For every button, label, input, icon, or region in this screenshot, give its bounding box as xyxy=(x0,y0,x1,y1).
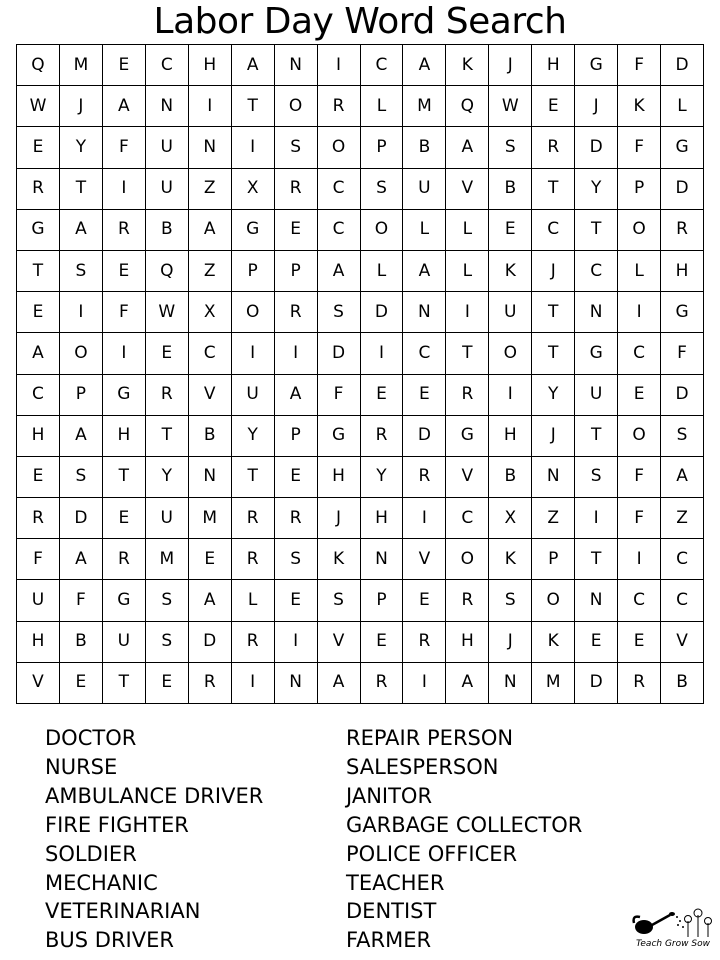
word-list-item: SALESPERSON xyxy=(346,754,499,779)
grid-cell: R xyxy=(232,622,275,663)
grid-cell: X xyxy=(189,292,232,333)
grid-cell: E xyxy=(618,622,661,663)
grid-cell: Z xyxy=(532,498,575,539)
grid-cell: U xyxy=(103,622,146,663)
grid-cell: V xyxy=(17,663,60,704)
grid-cell: N xyxy=(575,292,618,333)
grid-cell: W xyxy=(489,86,532,127)
grid-cell: G xyxy=(17,210,60,251)
grid-cell: L xyxy=(361,251,404,292)
word-list-item: FARMER xyxy=(346,928,432,953)
grid-cell: D xyxy=(575,663,618,704)
watering-can-flower-icon xyxy=(630,905,718,941)
grid-cell: P xyxy=(532,539,575,580)
grid-cell: K xyxy=(618,86,661,127)
grid-cell: E xyxy=(575,622,618,663)
grid-cell: D xyxy=(575,127,618,168)
grid-cell: D xyxy=(318,333,361,374)
grid-cell: F xyxy=(618,457,661,498)
grid-cell: P xyxy=(618,169,661,210)
grid-cell: Y xyxy=(232,416,275,457)
grid-cell: B xyxy=(489,169,532,210)
grid-cell: N xyxy=(403,292,446,333)
grid-cell: O xyxy=(318,127,361,168)
grid-cell: E xyxy=(403,375,446,416)
grid-cell: W xyxy=(146,292,189,333)
grid-cell: R xyxy=(103,539,146,580)
grid-cell: P xyxy=(361,127,404,168)
grid-cell: N xyxy=(489,663,532,704)
grid-cell: A xyxy=(403,251,446,292)
grid-cell: O xyxy=(275,86,318,127)
grid-cell: I xyxy=(189,86,232,127)
grid-cell: T xyxy=(103,663,146,704)
grid-cell: Y xyxy=(532,375,575,416)
grid-cell: S xyxy=(489,127,532,168)
grid-cell: I xyxy=(403,498,446,539)
grid-cell: C xyxy=(661,580,704,621)
grid-cell: O xyxy=(618,210,661,251)
grid-cell: V xyxy=(403,539,446,580)
grid-cell: C xyxy=(618,580,661,621)
grid-cell: R xyxy=(318,86,361,127)
grid-cell: N xyxy=(532,457,575,498)
word-search-grid xyxy=(16,44,704,704)
grid-cell: T xyxy=(17,251,60,292)
grid-cell: A xyxy=(103,86,146,127)
grid-cell: A xyxy=(403,45,446,86)
grid-cell: E xyxy=(17,127,60,168)
grid-cell: T xyxy=(575,539,618,580)
grid-cell: A xyxy=(60,539,103,580)
grid-cell: M xyxy=(189,498,232,539)
grid-cell: E xyxy=(146,663,189,704)
grid-cell: C xyxy=(618,333,661,374)
grid-cell: C xyxy=(532,210,575,251)
grid-cell: J xyxy=(532,251,575,292)
grid-cell: I xyxy=(275,622,318,663)
grid-cell: L xyxy=(446,210,489,251)
grid-cell: O xyxy=(532,580,575,621)
grid-cell: R xyxy=(275,169,318,210)
grid-cell: N xyxy=(575,580,618,621)
grid-cell: M xyxy=(532,663,575,704)
grid-cell: G xyxy=(446,416,489,457)
grid-cell: D xyxy=(661,169,704,210)
grid-cell: Z xyxy=(661,498,704,539)
grid-cell: A xyxy=(60,210,103,251)
grid-cell: I xyxy=(618,292,661,333)
grid-cell: I xyxy=(318,45,361,86)
teach-grow-sow-logo xyxy=(630,905,718,957)
grid-cell: S xyxy=(275,539,318,580)
grid-cell: C xyxy=(403,333,446,374)
grid-cell: P xyxy=(275,251,318,292)
grid-cell: T xyxy=(532,292,575,333)
grid-cell: J xyxy=(489,45,532,86)
grid-cell: J xyxy=(60,86,103,127)
grid-cell: T xyxy=(232,86,275,127)
grid-cell: Y xyxy=(146,457,189,498)
grid-cell: H xyxy=(103,416,146,457)
page-title: Labor Day Word Search xyxy=(153,1,567,42)
grid-cell: E xyxy=(532,86,575,127)
grid-cell: O xyxy=(361,210,404,251)
grid-cell: R xyxy=(232,498,275,539)
grid-cell: S xyxy=(275,127,318,168)
grid-cell: I xyxy=(403,663,446,704)
grid-cell: I xyxy=(103,333,146,374)
grid-cell: K xyxy=(318,539,361,580)
grid-cell: E xyxy=(403,580,446,621)
grid-cell: C xyxy=(318,169,361,210)
grid-cell: O xyxy=(446,539,489,580)
grid-cell: R xyxy=(189,663,232,704)
word-list-item: AMBULANCE DRIVER xyxy=(45,783,264,808)
grid-cell: L xyxy=(232,580,275,621)
grid-cell: A xyxy=(446,127,489,168)
grid-cell: U xyxy=(232,375,275,416)
grid-cell: Q xyxy=(17,45,60,86)
grid-cell: T xyxy=(103,457,146,498)
word-list-item: VETERINARIAN xyxy=(45,899,201,924)
grid-cell: E xyxy=(103,251,146,292)
grid-cell: I xyxy=(232,127,275,168)
grid-cell: A xyxy=(189,210,232,251)
grid-cell: E xyxy=(146,333,189,374)
grid-cell: M xyxy=(60,45,103,86)
grid-cell: D xyxy=(361,292,404,333)
grid-cell: A xyxy=(17,333,60,374)
grid-cell: H xyxy=(17,622,60,663)
grid-cell: I xyxy=(60,292,103,333)
grid-cell: I xyxy=(618,539,661,580)
grid-cell: T xyxy=(60,169,103,210)
grid-cell: S xyxy=(575,457,618,498)
grid-cell: N xyxy=(275,45,318,86)
grid-cell: V xyxy=(318,622,361,663)
word-list-item: DOCTOR xyxy=(45,726,137,750)
grid-cell: A xyxy=(661,457,704,498)
grid-cell: D xyxy=(403,416,446,457)
word-list-left xyxy=(45,724,335,955)
grid-cell: R xyxy=(403,457,446,498)
grid-cell: P xyxy=(361,580,404,621)
grid-cell: P xyxy=(60,375,103,416)
grid-cell: A xyxy=(232,45,275,86)
grid-cell: U xyxy=(403,169,446,210)
grid-cell: E xyxy=(275,580,318,621)
grid-cell: P xyxy=(275,416,318,457)
grid-cell: C xyxy=(361,45,404,86)
grid-cell: M xyxy=(146,539,189,580)
grid-cell: Y xyxy=(60,127,103,168)
grid-cell: R xyxy=(361,416,404,457)
grid-cell: S xyxy=(318,580,361,621)
grid-cell: G xyxy=(232,210,275,251)
grid-cell: U xyxy=(575,375,618,416)
grid-cell: A xyxy=(189,580,232,621)
word-list-item: DENTIST xyxy=(346,899,437,924)
word-list-item: NURSE xyxy=(45,754,118,779)
grid-cell: S xyxy=(60,251,103,292)
grid-cell: S xyxy=(146,580,189,621)
word-list-item: SOLDIER xyxy=(45,841,137,866)
grid-cell: V xyxy=(446,457,489,498)
grid-cell: T xyxy=(532,333,575,374)
grid-cell: I xyxy=(275,333,318,374)
word-list-item: BUS DRIVER xyxy=(45,928,174,953)
grid-cell: B xyxy=(489,457,532,498)
grid-cell: U xyxy=(146,127,189,168)
grid-cell: R xyxy=(403,622,446,663)
grid-cell: T xyxy=(575,416,618,457)
grid-cell: E xyxy=(275,210,318,251)
grid-cell: R xyxy=(232,539,275,580)
grid-cell: C xyxy=(446,498,489,539)
grid-cell: F xyxy=(618,45,661,86)
grid-cell: E xyxy=(60,663,103,704)
grid-cell: B xyxy=(60,622,103,663)
grid-cell: I xyxy=(232,333,275,374)
grid-cell: T xyxy=(232,457,275,498)
grid-cell: O xyxy=(232,292,275,333)
grid-cell: Y xyxy=(361,457,404,498)
grid-cell: D xyxy=(661,45,704,86)
grid-cell: L xyxy=(403,210,446,251)
grid-cell: Z xyxy=(189,251,232,292)
word-list-item: POLICE OFFICER xyxy=(346,841,518,866)
grid-cell: B xyxy=(189,416,232,457)
grid-cell: F xyxy=(618,127,661,168)
grid-cell: R xyxy=(618,663,661,704)
grid-cell: K xyxy=(446,45,489,86)
grid-cell: S xyxy=(318,292,361,333)
grid-cell: N xyxy=(361,539,404,580)
grid-cell: K xyxy=(489,251,532,292)
grid-cell: E xyxy=(189,539,232,580)
grid-cell: A xyxy=(60,416,103,457)
grid-cell: R xyxy=(661,210,704,251)
grid-cell: G xyxy=(661,292,704,333)
grid-cell: U xyxy=(146,498,189,539)
grid-cell: E xyxy=(275,457,318,498)
grid-cell: G xyxy=(318,416,361,457)
word-list-item: GARBAGE COLLECTOR xyxy=(346,812,583,837)
grid-cell: F xyxy=(103,127,146,168)
grid-cell: A xyxy=(275,375,318,416)
grid-cell: X xyxy=(232,169,275,210)
grid-cell: E xyxy=(17,457,60,498)
word-list-item: REPAIR PERSON xyxy=(346,726,514,750)
grid-cell: R xyxy=(17,498,60,539)
grid-cell: L xyxy=(618,251,661,292)
grid-cell: D xyxy=(60,498,103,539)
grid-cell: H xyxy=(446,622,489,663)
grid-cell: I xyxy=(103,169,146,210)
grid-cell: T xyxy=(146,416,189,457)
word-list-item: JANITOR xyxy=(346,783,433,808)
grid-cell: H xyxy=(318,457,361,498)
grid-cell: B xyxy=(403,127,446,168)
grid-cell: R xyxy=(275,292,318,333)
grid-cell: J xyxy=(575,86,618,127)
grid-cell: N xyxy=(275,663,318,704)
grid-cell: A xyxy=(446,663,489,704)
grid-cell: E xyxy=(17,292,60,333)
grid-cell: K xyxy=(489,539,532,580)
grid-cell: H xyxy=(17,416,60,457)
grid-cell: F xyxy=(618,498,661,539)
grid-cell: I xyxy=(232,663,275,704)
grid-cell: O xyxy=(60,333,103,374)
word-list-item: TEACHER xyxy=(346,870,445,895)
grid-cell: F xyxy=(60,580,103,621)
grid-cell: J xyxy=(318,498,361,539)
grid-cell: H xyxy=(532,45,575,86)
grid-cell: J xyxy=(489,622,532,663)
grid-cell: H xyxy=(489,416,532,457)
grid-cell: R xyxy=(146,375,189,416)
grid-cell: R xyxy=(361,663,404,704)
grid-cell: R xyxy=(446,580,489,621)
grid-cell: E xyxy=(361,622,404,663)
grid-cell: F xyxy=(17,539,60,580)
grid-cell: Q xyxy=(446,86,489,127)
word-list-item: MECHANIC xyxy=(45,870,158,895)
grid-cell: V xyxy=(189,375,232,416)
grid-cell: B xyxy=(661,663,704,704)
grid-cell: F xyxy=(661,333,704,374)
grid-cell: S xyxy=(661,416,704,457)
grid-cell: O xyxy=(489,333,532,374)
grid-cell: Y xyxy=(575,169,618,210)
grid-cell: C xyxy=(318,210,361,251)
grid-cell: M xyxy=(403,86,446,127)
grid-cell: H xyxy=(361,498,404,539)
grid-cell: G xyxy=(661,127,704,168)
grid-cell: I xyxy=(446,292,489,333)
grid-cell: E xyxy=(103,498,146,539)
grid-cell: C xyxy=(575,251,618,292)
grid-cell: G xyxy=(103,580,146,621)
word-list-item: FIRE FIGHTER xyxy=(45,812,189,837)
grid-cell: D xyxy=(189,622,232,663)
grid-cell: G xyxy=(103,375,146,416)
grid-cell: K xyxy=(532,622,575,663)
grid-cell: L xyxy=(446,251,489,292)
grid-cell: J xyxy=(532,416,575,457)
grid-cell: X xyxy=(489,498,532,539)
grid-cell: Z xyxy=(189,169,232,210)
grid-cell: A xyxy=(318,663,361,704)
grid-cell: F xyxy=(103,292,146,333)
grid-cell: F xyxy=(318,375,361,416)
grid-cell: R xyxy=(446,375,489,416)
grid-cell: S xyxy=(60,457,103,498)
grid-cell: H xyxy=(661,251,704,292)
grid-cell: C xyxy=(661,539,704,580)
grid-cell: I xyxy=(489,375,532,416)
grid-cell: R xyxy=(103,210,146,251)
word-list-right xyxy=(346,724,636,955)
grid-cell: E xyxy=(489,210,532,251)
grid-cell: N xyxy=(146,86,189,127)
grid-cell: U xyxy=(146,169,189,210)
grid-cell: L xyxy=(361,86,404,127)
grid-cell: U xyxy=(489,292,532,333)
grid-cell: T xyxy=(446,333,489,374)
grid-cell: E xyxy=(618,375,661,416)
grid-cell: N xyxy=(189,457,232,498)
grid-cell: S xyxy=(361,169,404,210)
grid-cell: N xyxy=(189,127,232,168)
grid-cell: S xyxy=(489,580,532,621)
grid-cell: S xyxy=(146,622,189,663)
grid-cell: D xyxy=(661,375,704,416)
grid-cell: H xyxy=(189,45,232,86)
grid-cell: T xyxy=(532,169,575,210)
grid-cell: I xyxy=(361,333,404,374)
grid-cell: C xyxy=(189,333,232,374)
grid-cell: B xyxy=(146,210,189,251)
logo-text: Teach Grow Sow xyxy=(636,939,710,949)
grid-cell: G xyxy=(575,45,618,86)
grid-cell: P xyxy=(232,251,275,292)
grid-cell: E xyxy=(103,45,146,86)
grid-cell: R xyxy=(17,169,60,210)
grid-cell: R xyxy=(532,127,575,168)
grid-cell: G xyxy=(575,333,618,374)
grid-cell: V xyxy=(661,622,704,663)
grid-cell: W xyxy=(17,86,60,127)
grid-cell: E xyxy=(361,375,404,416)
grid-cell: R xyxy=(275,498,318,539)
grid-cell: U xyxy=(17,580,60,621)
grid-cell: C xyxy=(146,45,189,86)
grid-cell: T xyxy=(575,210,618,251)
grid-cell: C xyxy=(17,375,60,416)
grid-cell: I xyxy=(575,498,618,539)
grid-cell: A xyxy=(318,251,361,292)
grid-cell: O xyxy=(618,416,661,457)
grid-cell: Q xyxy=(146,251,189,292)
grid-cell: L xyxy=(661,86,704,127)
grid-cell: V xyxy=(446,169,489,210)
